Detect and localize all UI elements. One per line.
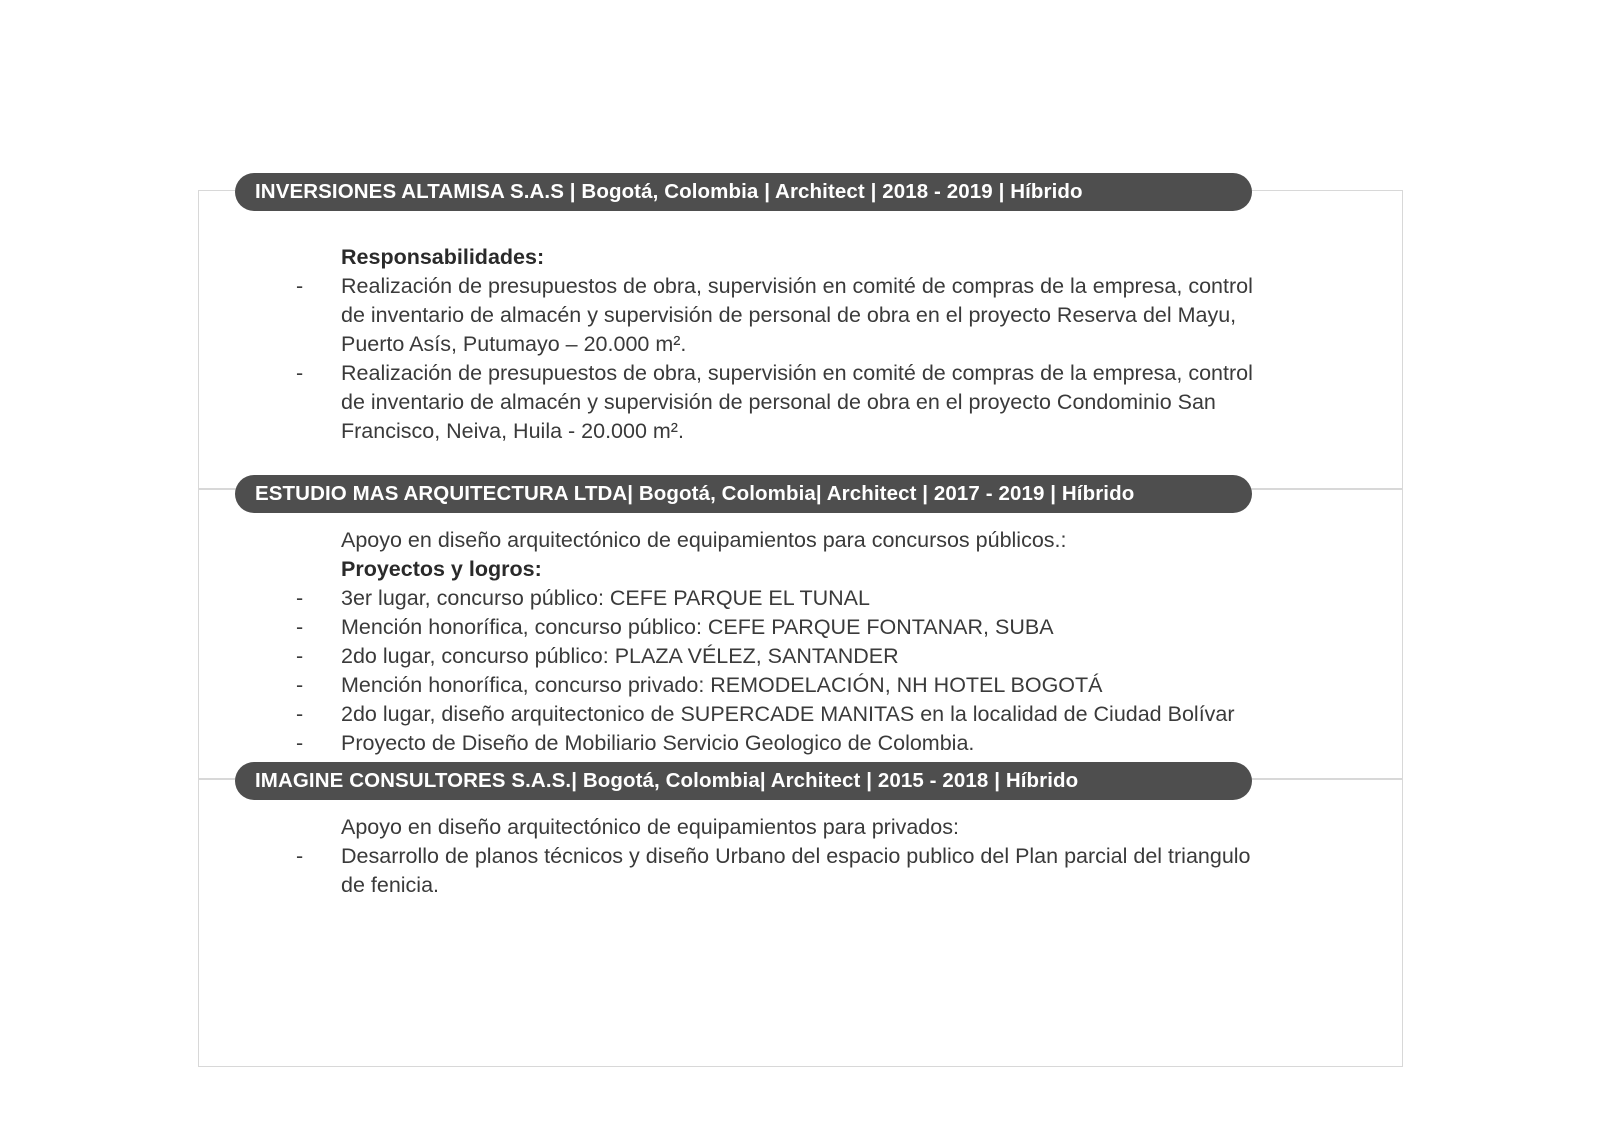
job-header-estudio-mas: ESTUDIO MAS ARQUITECTURA LTDA| Bogotá, Colombia| Architect | 2017 - 2019 | Híbrido: [235, 475, 1252, 513]
list-item: [292, 642, 1352, 671]
list-dash: -: [296, 586, 304, 610]
job-body-imagine: [292, 813, 1352, 900]
list-item-text: Mención honorífica, concurso público: CEFE PARQUE FONTANAR, SUBA: [341, 615, 1054, 639]
list-dash: -: [296, 361, 304, 385]
list-item: [292, 700, 1352, 729]
list-item-line: de fenicia.: [341, 873, 440, 897]
list-item-line: de inventario de almacén y supervisión de personal de obra en el proyecto Condominio San: [341, 390, 1216, 414]
list-item-line: de inventario de almacén y supervisión de personal de obra en el proyecto Reserva del Mayu,: [341, 303, 1237, 327]
list-item-text: Mención honorífica, concurso privado: REMODELACIÓN, NH HOTEL BOGOTÁ: [341, 673, 1103, 697]
list-dash: -: [296, 615, 304, 639]
list-item: [292, 729, 1352, 758]
list-item-line: Francisco, Neiva, Huila - 20.000 m².: [341, 419, 684, 443]
list-dash: -: [296, 644, 304, 668]
list-item-text: 2do lugar, diseño arquitectonico de SUPERCADE MANITAS en la localidad de Ciudad Bolívar: [341, 702, 1235, 726]
responsibilities-heading: Responsabilidades:: [341, 245, 545, 269]
projects-heading: Proyectos y logros:: [341, 557, 542, 581]
list-dash: -: [296, 274, 304, 298]
list-item: [292, 613, 1352, 642]
list-dash: -: [296, 731, 304, 755]
job-intro: Apoyo en diseño arquitectónico de equipamientos para privados:: [341, 815, 959, 839]
list-item-text: Proyecto de Diseño de Mobiliario Servicio Geologico de Colombia.: [341, 731, 975, 755]
list-item-line: Realización de presupuestos de obra, supervisión en comité de compras de la empresa, control: [341, 274, 1253, 298]
list-dash: -: [296, 702, 304, 726]
job-body-estudio-mas: [292, 526, 1352, 758]
job-header-altamisa: INVERSIONES ALTAMISA S.A.S | Bogotá, Colombia | Architect | 2018 - 2019 | Híbrido: [235, 173, 1252, 211]
job-body-altamisa: [292, 243, 1352, 446]
list-dash: -: [296, 673, 304, 697]
list-item: [292, 272, 1352, 359]
list-item-text: 2do lugar, concurso público: PLAZA VÉLEZ, SANTANDER: [341, 644, 899, 668]
list-item: [292, 584, 1352, 613]
list-item-line: Puerto Asís, Putumayo – 20.000 m².: [341, 332, 687, 356]
list-item-line: Realización de presupuestos de obra, supervisión en comité de compras de la empresa, control: [341, 361, 1253, 385]
list-item: [292, 359, 1352, 446]
job-header-imagine: IMAGINE CONSULTORES S.A.S.| Bogotá, Colombia| Architect | 2015 - 2018 | Híbrido: [235, 762, 1252, 800]
list-item: [292, 671, 1352, 700]
list-item: [292, 842, 1352, 900]
list-item-line: Desarrollo de planos técnicos y diseño Urbano del espacio publico del Plan parcial del triangulo: [341, 844, 1251, 868]
list-dash: -: [296, 844, 304, 868]
job-intro: Apoyo en diseño arquitectónico de equipamientos para concursos públicos.:: [341, 528, 1067, 552]
list-item-text: 3er lugar, concurso público: CEFE PARQUE EL TUNAL: [341, 586, 870, 610]
